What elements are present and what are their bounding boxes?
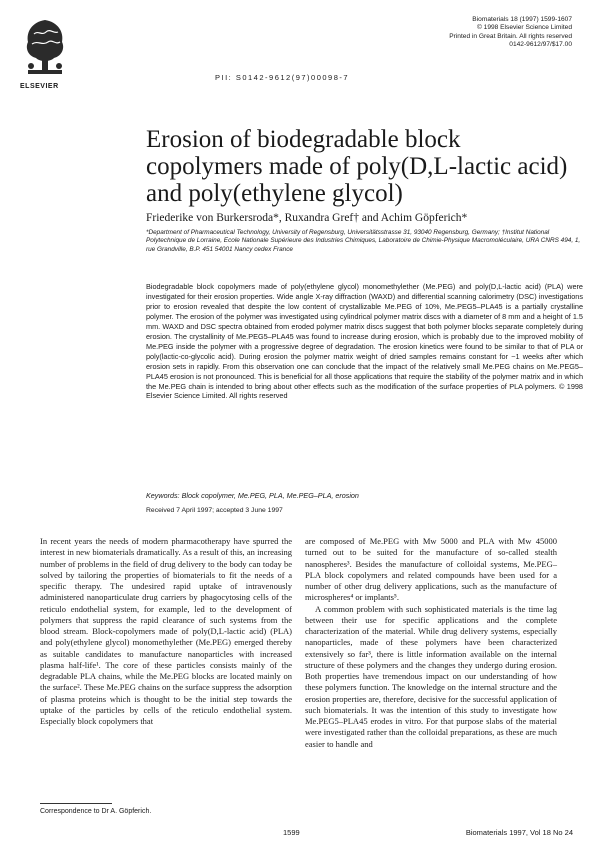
body-paragraph: In recent years the needs of modern pharmacotherapy have spurred the interest in new biomaterials dramatically. As a result of this, an increasing number of problems in the field of drug delivery to the body can today be solved by tailoring the properties of biomaterials to fit the needs of a specific therapy. The undesired rapid uptake of intravenously administered nanoparticulate drug carriers by phagocytosing cells of the reticulo endothelial system, for example, led to the development of polymers that suppress the rapid clearance of such systems from the blood stream. Block-copolymers made of poly(D,L-lactic acid) (PLA) and poly(ethylene glycol) monomethylether (Me.PEG) emerged thereby as suitable candidates to manufacture nanoparticles with increased plasma half-life¹. The core of these particles consists mainly of the degradable PLA chains, while the Me.PEG blocks are located mainly on the surface². These Me.PEG chains on the surface suppress the adsorption of plasma proteins which is thought to be the initial step towards the uptake of the particles by cells of the reticulo endothelial system. Especially block copolymers that: [40, 536, 292, 726]
article-title: Erosion of biodegradable block copolymers made of poly(D,L-lactic acid) and poly(ethylene glycol): [146, 126, 568, 207]
keywords-label: Keywords:: [146, 491, 180, 500]
pii-code: PII: S0142-9612(97)00098-7: [215, 73, 350, 82]
body-paragraph: are composed of Me.PEG with Mw 5000 and PLA with Mw 45000 turned out to be suited for the manufacture of so-called stealth nanospheres³. Besides the manufacture of colloidal systems, Me.PEG–PLA block copolymers and related compounds have been used for a number of other drug delivery applications, such as the manufacture of microspheres⁴ or implants⁵.: [305, 536, 557, 603]
journal-ref-line: Biomaterials 18 (1997) 1599-1607: [472, 16, 572, 23]
footnote-divider: [40, 803, 112, 804]
footer-journal-info: Biomaterials 1997, Vol 18 No 24: [465, 828, 573, 837]
body-column-right: [305, 536, 557, 750]
journal-ref-line: © 1998 Elsevier Science Limited: [476, 24, 572, 32]
page-number: 1599: [283, 828, 300, 837]
correspondence-footnote: Correspondence to Dr A. Göpferich.: [40, 808, 152, 815]
keywords-text: Block copolymer, Me.PEG, PLA, Me.PEG–PLA, erosion: [181, 491, 359, 500]
body-column-left: [40, 536, 292, 727]
elsevier-tree-logo: [22, 14, 68, 80]
author-list: Friederike von Burkersroda*, Ruxandra Gref† and Achim Göpferich*: [146, 212, 468, 224]
body-paragraph: A common problem with such sophisticated materials is the time lag between their use for specific applications and the complete characterization of the material. While drug delivery systems, especially nanoparticles, made of these polymers have been characterized extensively so far³, there is little information available on the internal structure of these polymers and the changes they undergo during erosion. Both properties have tremendous impact on our understanding of how these polymers function. The knowledge on the internal structure and the erosion properties are, therefore, decisive for the successful application of such biomaterials. It was the intention of this study to investigate how Me.PEG5–PLA45 erodes in vitro. For that purpose slabs of the material were investigated rather than the colloidal preparations, as these are much easier to handle and: [305, 603, 557, 749]
author-affiliations: *Department of Pharmaceutical Technology, University of Regensburg, Universitätsstrasse 31, 93040 Regensburg, Germany; †Institut National Polytechnique de Lorraine, Ecole Nationale Supérieure des Industries Chimiques, Laboratoire de Chimie-Physique Macromoléculaire, URA CNRS 494, 1, rue Grandville, B.P. 451 54001 Nancy cedex France: [146, 229, 581, 253]
journal-ref-line: Printed in Great Britain. All rights reserved: [449, 32, 572, 40]
publisher-name: ELSEVIER: [20, 83, 59, 90]
received-dates: Received 7 April 1997; accepted 3 June 1997: [146, 507, 283, 514]
journal-reference: [382, 16, 572, 50]
journal-ref-line: 0142-9612/97/$17.00: [509, 41, 572, 49]
keywords: [146, 491, 583, 500]
abstract: Biodegradable block copolymers made of poly(ethylene glycol) monomethylether (Me.PEG) and poly(D,L-lactic acid) (PLA) were investigated for their erosion properties. Wide angle X-ray diffraction (WAXD) and differential scanning calorimetry (DSC) investigations prior to erosion revealed that despite the low content of crystallizable Me.PEG of 10%, Me.PEG5–PLA45 is a partially crystalline polymer. The erosion of the polymer was investigated using cylindrical polymer matrix discs with a diameter of 8 mm and a height of 1.5 mm. WAXD and DSC spectra obtained from eroded polymer matrix discs suggest that both polymer blocks separate completely during erosion. The crystallinity of Me.PEG5–PLA45 was found to increase during erosion, which is probably due to the improved mobility of Me.PEG inside the polymer with a progressive degree of degradation. The erosion kinetics were found to be similar to that of PLA or poly(lactic-co-glycolic acid). During erosion the polymer matrix weight of dried samples remains constant for ~1 weeks after which erosion sets in rapidly. From this observation one can conclude that the impact of the relatively small Me.PEG chains on Me.PEG5–PLA45 erosion is not pronounced. This is beneficial for all those applications that require the stability of the polymer matrix and in which the Me.PEG chain is intended to bring about other effects such as the modification of the surface properties of PLA polymers. © 1998 Elsevier Science Limited. All rights reserved: [146, 282, 583, 401]
